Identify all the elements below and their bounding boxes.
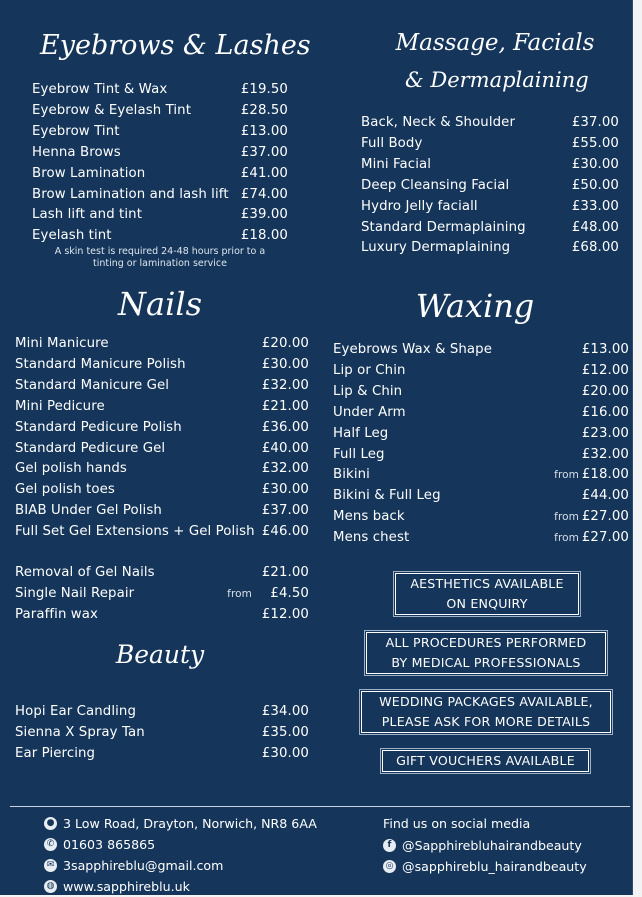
service-name: Gel polish hands <box>15 461 127 477</box>
service-price: £20.00 <box>261 336 309 351</box>
price-row <box>32 225 288 246</box>
address-line <box>44 814 317 834</box>
price-row <box>15 375 309 396</box>
price-row <box>333 360 629 381</box>
price-row <box>333 527 629 548</box>
service-price: £27.00 <box>581 530 629 546</box>
price-row <box>15 438 309 459</box>
service-name: Lip & Chin <box>333 383 403 399</box>
facebook-icon: f <box>383 839 396 852</box>
price-row <box>15 479 309 500</box>
wedding-line-1: WEDDING PACKAGES AVAILABLE, <box>379 694 593 709</box>
service-price: £16.00 <box>581 404 629 420</box>
aesthetics-line-1: AESTHETICS AVAILABLE <box>410 576 564 591</box>
price-row <box>333 339 629 360</box>
service-name: Mens chest <box>333 530 410 546</box>
price-row <box>15 500 309 521</box>
beauty-heading: Beauty <box>115 640 205 669</box>
service-name: Standard Pedicure Polish <box>15 419 182 435</box>
service-price: £55.00 <box>571 135 619 151</box>
globe-icon: ◍ <box>44 880 57 893</box>
email-text[interactable]: 3sapphireblu@gmail.com <box>63 858 224 873</box>
facebook-text[interactable]: @Sapphirebluhairandbeauty <box>402 838 582 853</box>
service-name: Mini Manicure <box>15 336 109 351</box>
waxing-heading: Waxing <box>415 287 535 325</box>
service-price: £46.00 <box>261 524 309 540</box>
service-price: £34.00 <box>261 704 309 719</box>
service-price: £50.00 <box>571 177 619 193</box>
phone-text[interactable]: 01603 865865 <box>63 837 156 852</box>
price-row <box>333 402 629 423</box>
service-price: £13.00 <box>581 342 629 357</box>
service-price: £30.00 <box>261 745 309 761</box>
service-name: Full Leg <box>333 446 385 462</box>
service-price: £39.00 <box>240 207 288 223</box>
service-price: £21.00 <box>261 398 309 414</box>
facebook-line[interactable] <box>383 836 582 856</box>
vouchers-line: GIFT VOUCHERS AVAILABLE <box>396 753 575 768</box>
service-name: Eyebrows Wax & Shape <box>333 342 493 357</box>
service-name: Under Arm <box>333 404 406 420</box>
service-name: Full Set Gel Extensions + Gel Polish <box>15 524 255 540</box>
service-price: £32.00 <box>261 461 309 477</box>
aesthetics-notice <box>395 573 579 615</box>
price-row <box>333 485 629 506</box>
service-name: Mens back <box>333 509 405 525</box>
service-name: Eyebrow Tint & Wax <box>32 82 168 97</box>
service-price: £74.00 <box>240 186 288 202</box>
service-price: £32.00 <box>581 446 629 462</box>
instagram-icon: ◎ <box>383 860 396 873</box>
price-row <box>15 354 309 375</box>
eyebrows-lashes-heading: Eyebrows & Lashes <box>40 30 311 61</box>
service-price: £37.00 <box>240 144 288 160</box>
phone-line[interactable] <box>44 835 155 855</box>
skin-test-note-line-2: tinting or lamination service <box>92 258 227 269</box>
price-row <box>333 381 629 402</box>
service-price: £37.00 <box>261 503 309 519</box>
price-from-label: from <box>227 587 252 600</box>
service-price: £4.50 <box>270 585 309 601</box>
social-heading: Find us on social media <box>383 816 531 831</box>
service-name: Standard Dermaplaining <box>361 219 526 235</box>
service-name: Lip or Chin <box>333 362 406 378</box>
service-name: Lash lift and tint <box>32 207 143 223</box>
service-name: Removal of Gel Nails <box>15 565 155 580</box>
service-name: Eyebrow & Eyelash Tint <box>32 102 192 118</box>
email-icon: ✉ <box>44 859 57 872</box>
price-row <box>32 79 288 100</box>
service-price: £28.50 <box>240 102 288 118</box>
price-row <box>361 175 619 196</box>
price-row <box>32 142 288 163</box>
price-row <box>333 506 629 527</box>
price-from-label: from <box>554 532 579 545</box>
service-name: Mini Facial <box>361 156 432 172</box>
instagram-line[interactable] <box>383 857 587 877</box>
service-name: Sienna X Spray Tan <box>15 724 145 740</box>
procedures-line-2: BY MEDICAL PROFESSIONALS <box>391 655 581 670</box>
service-name: Henna Brows <box>32 144 121 160</box>
service-price: £37.00 <box>571 115 619 130</box>
service-price: £13.00 <box>240 123 288 139</box>
service-price: £12.00 <box>261 606 309 622</box>
service-name: Mini Pedicure <box>15 398 105 414</box>
phone-icon: ✆ <box>44 838 57 851</box>
footer-divider <box>10 806 630 807</box>
service-price: £44.00 <box>581 488 629 504</box>
price-row <box>333 444 629 465</box>
service-price: £48.00 <box>571 219 619 235</box>
price-row <box>15 583 309 604</box>
service-name: Eyelash tint <box>32 228 112 244</box>
service-price: £18.00 <box>581 467 629 483</box>
service-price: £20.00 <box>581 383 629 399</box>
procedures-line-1: ALL PROCEDURES PERFORMED <box>385 635 587 650</box>
service-price: £32.00 <box>261 377 309 393</box>
procedures-notice <box>366 632 606 674</box>
skin-test-note-line-1: A skin test is required 24-48 hours prior to a <box>54 246 266 257</box>
nails-heading: Nails <box>118 285 202 323</box>
price-from-label: from <box>554 511 579 524</box>
service-price: £27.00 <box>581 509 629 525</box>
price-row <box>15 458 309 479</box>
service-price: £18.00 <box>240 228 288 244</box>
service-name: Deep Cleansing Facial <box>361 177 510 193</box>
price-row <box>361 237 619 258</box>
price-row <box>361 112 619 133</box>
service-price: £30.00 <box>261 482 309 498</box>
wedding-notice <box>361 691 611 733</box>
service-name: BIAB Under Gel Polish <box>15 503 162 519</box>
service-name: Back, Neck & Shoulder <box>361 115 516 130</box>
service-price: £23.00 <box>581 425 629 441</box>
wedding-line-2: PLEASE ASK FOR MORE DETAILS <box>381 714 591 729</box>
price-row <box>32 100 288 121</box>
service-name: Full Body <box>361 135 423 151</box>
service-price: £41.00 <box>240 165 288 181</box>
price-row <box>333 423 629 444</box>
price-row <box>15 604 309 625</box>
website-text[interactable]: www.sapphireblu.uk <box>63 879 190 894</box>
service-name: Eyebrow Tint <box>32 123 120 139</box>
email-line[interactable] <box>44 856 223 876</box>
price-row <box>15 521 309 542</box>
service-price: £36.00 <box>261 419 309 435</box>
location-pin-icon: ● <box>44 817 57 830</box>
service-name: Brow Lamination <box>32 165 146 181</box>
service-name: Single Nail Repair <box>15 585 135 601</box>
dermaplaining-heading: & Dermaplaining <box>405 68 589 92</box>
service-price: £68.00 <box>571 240 619 256</box>
service-name: Half Leg <box>333 425 389 441</box>
vouchers-notice <box>382 750 589 772</box>
service-name: Bikini & Full Leg <box>333 488 441 504</box>
price-row <box>15 562 309 583</box>
service-name: Bikini <box>333 467 370 483</box>
price-row <box>32 121 288 142</box>
service-price: £33.00 <box>571 198 619 214</box>
service-name: Standard Manicure Polish <box>15 356 186 372</box>
service-price: £21.00 <box>261 565 309 580</box>
price-from-label: from <box>554 469 579 482</box>
service-price: £19.50 <box>240 82 288 97</box>
service-name: Ear Piercing <box>15 745 96 761</box>
price-row <box>361 217 619 238</box>
price-row <box>361 196 619 217</box>
service-name: Brow Lamination and lash lift <box>32 186 229 202</box>
price-row <box>15 396 309 417</box>
instagram-text[interactable]: @sapphireblu_hairandbeauty <box>402 859 587 874</box>
price-row <box>361 154 619 175</box>
service-name: Standard Pedicure Gel <box>15 440 166 456</box>
price-row <box>15 417 309 438</box>
service-name: Gel polish toes <box>15 482 115 498</box>
service-price: £30.00 <box>261 356 309 372</box>
service-name: Standard Manicure Gel <box>15 377 170 393</box>
website-line[interactable] <box>44 877 190 897</box>
service-price: £35.00 <box>261 724 309 740</box>
skin-test-note <box>32 246 288 270</box>
price-row <box>361 133 619 154</box>
massage-facials-heading: Massage, Facials <box>395 30 595 56</box>
price-row <box>15 333 309 354</box>
service-name: Luxury Dermaplaining <box>361 240 511 256</box>
address-text: 3 Low Road, Drayton, Norwich, NR8 6AA <box>63 816 317 831</box>
price-row <box>15 701 309 722</box>
price-row <box>32 204 288 225</box>
price-row <box>32 163 288 184</box>
price-row <box>15 743 309 764</box>
service-name: Hydro Jelly faciall <box>361 198 478 214</box>
service-price: £40.00 <box>261 440 309 456</box>
service-name: Paraffin wax <box>15 606 98 622</box>
aesthetics-line-2: ON ENQUIRY <box>446 596 528 611</box>
service-name: Hopi Ear Candling <box>15 704 136 719</box>
price-row <box>15 722 309 743</box>
service-price: £12.00 <box>581 362 629 378</box>
price-row <box>333 464 629 485</box>
price-row <box>32 184 288 205</box>
service-price: £30.00 <box>571 156 619 172</box>
